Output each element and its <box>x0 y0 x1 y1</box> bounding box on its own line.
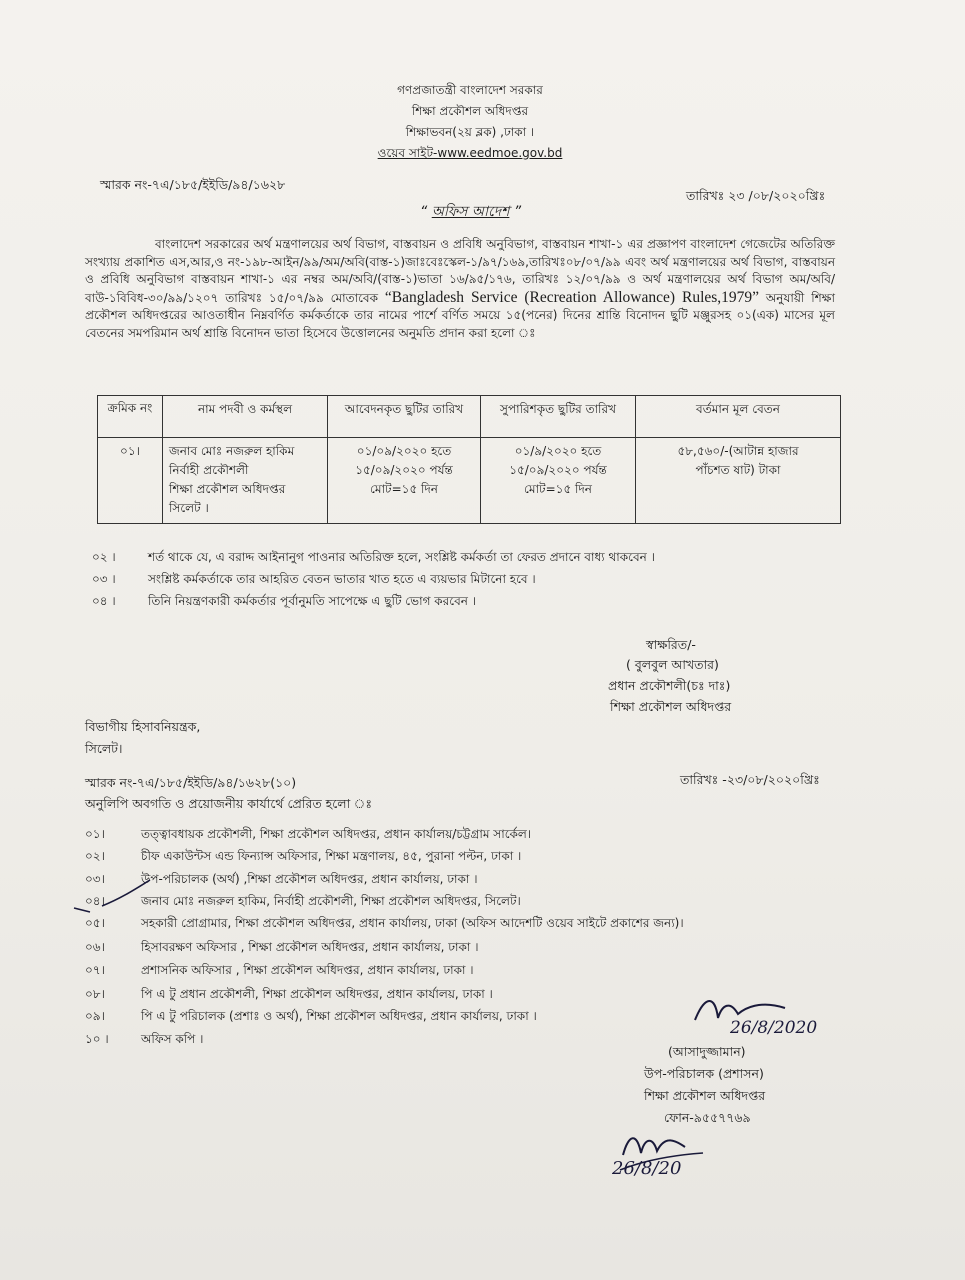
body-part2: অনুযায়ী শিক্ষা প্রকৌশল অধিদপ্তরের আওতাধীন নিম্নবর্ণিত কর্মকর্তাকে তার নামের পার্শে বর্ণিত সময়ে ১৫(পনের) দিনের শ্রান্তি বিনোদন ছুটি মঞ্জুরসহ ০১(এক) মাসের মূল বেতনের সমপরিমান অর্থ শ্রান্তি বিনোদন ভাতা হিসেবে উত্তোলনের অনুমতি প্রদান করা হলো ঃ <box>85 290 835 340</box>
list-item: ০২। চীফ একাউন্টস এন্ড ফিন্যান্স অফিসার, শিক্ষা মন্ত্রণালয়, ৪৫, পুরানা পল্টন, ঢাকা । <box>85 849 522 863</box>
office-name: শিক্ষা প্রকৌশল অধিদপ্তর <box>411 104 529 118</box>
recipient-title: বিভাগীয় হিসাবনিয়ন্ত্রক, <box>85 719 201 734</box>
signatory2-name: (আসাদুজ্জামান) <box>668 1044 746 1059</box>
col-salary: বর্তমান মূল বেতন <box>636 396 841 438</box>
col-applied: আবেদনকৃত ছুটির তারিখ <box>328 396 481 438</box>
col-serial: ক্রমিক নং <box>98 396 163 438</box>
list-item: ০৮। পি এ টু প্রধান প্রকৌশলী, শিক্ষা প্রকৌশল অধিদপ্তর, প্রধান কার্যালয়, ঢাকা । <box>85 987 493 1001</box>
title-text: অফিস আদেশ <box>431 204 510 220</box>
leave-table <box>97 395 841 524</box>
signed-label: স্বাক্ষরিত/- <box>646 637 696 652</box>
handwritten-tick-mark <box>72 878 152 918</box>
letterhead <box>320 80 620 164</box>
cell-name: জনাব মোঃ নজরুল হাকিম নির্বাহী প্রকৌশলী শিক্ষা প্রকৌশল অধিদপ্তর সিলেট । <box>163 438 328 524</box>
condition-item: ০২ । শর্ত থাকে যে, এ বরাদ্দ আইনানুগ পাওনার অতিরিক্ত হলে, সংশ্লিষ্ট কর্মকর্তা তা ফেরত প্রদানে বাধ্য থাকবেন । <box>92 550 655 564</box>
list-item: ০১। তত্ত্বাবধায়ক প্রকৌশলী, শিক্ষা প্রকৌশল অধিদপ্তর, প্রধান কার্যালয়/চট্টগ্রাম সার্কেল। <box>85 827 532 841</box>
list-item: ০৫। সহকারী প্রোগ্রামার, শিক্ষা প্রকৌশল অধিদপ্তর, প্রধান কার্যালয়, ঢাকা (অফিস আদেশটি ওয়েব সাইটে প্রকাশের জন্য)। <box>85 916 684 930</box>
handwritten-footer-date: 26/8/20 <box>612 1158 682 1179</box>
list-item: ১০ । অফিস কপি । <box>85 1032 204 1046</box>
list-item: ০৯। পি এ টু পরিচালক (প্রশাঃ ও অর্থ), শিক্ষা প্রকৌশল অধিদপ্তর, প্রধান কার্যালয়, ঢাকা । <box>85 1009 537 1023</box>
list-item: ০৬। হিসাবরক্ষণ অফিসার , শিক্ষা প্রকৌশল অধিদপ্তর, প্রধান কার্যালয়, ঢাকা । <box>85 940 479 954</box>
office-address: শিক্ষাভবন(২য় ব্লক) ,ঢাকা । <box>405 125 535 139</box>
cell-recommended: ০১/৯/২০২০ হতে ১৫/০৯/২০২০ পর্যন্ত মোট=১৫ দিন <box>481 438 636 524</box>
memo-date: তারিখঃ ২৩ /০৮/২০২০খ্রিঃ <box>686 188 826 203</box>
col-name: নাম পদবী ও কর্মস্থল <box>163 396 328 438</box>
list-item: ০৭। প্রশাসনিক অফিসার , শিক্ষা প্রকৌশল অধিদপ্তর, প্রধান কার্যালয়, ঢাকা । <box>85 963 474 977</box>
signatory-designation: প্রধান প্রকৌশলী(চঃ দাঃ) <box>608 678 731 693</box>
copy-intro: অনুলিপি অবগতি ও প্রয়োজনীয় কার্যার্থে প্রেরিত হলো ঃ <box>85 796 373 811</box>
cell-serial: ০১। <box>98 438 163 524</box>
list-item: ০৪। জনাব মোঃ নজরুল হাকিম, নির্বাহী প্রকৌশলী, শিক্ষা প্রকৌশল অধিদপ্তর, সিলেট। <box>85 894 521 908</box>
condition-item: ০৪ । তিনি নিয়ন্ত্রণকারী কর্মকর্তার পূর্বানুমতি সাপেক্ষে এ ছুটি ভোগ করবেন । <box>92 594 477 608</box>
cell-salary: ৫৮,৫৬০/-(আটান্ন হাজার পাঁচশত ষাট) টাকা <box>636 438 841 524</box>
condition-item: ০৩ । সংশ্লিষ্ট কর্মকর্তাকে তার আহরিত বেতন ভাতার খাত হতে এ ব্যয়ভার মিটানো হবে । <box>92 572 536 586</box>
table-header-row <box>98 396 841 438</box>
handwritten-date: 26/8/2020 <box>730 1018 818 1038</box>
memo2-date: তারিখঃ -২৩/০৮/২০২০খ্রিঃ <box>680 772 820 787</box>
recipient-city: সিলেট। <box>85 741 123 756</box>
memo-ref: স্মারক নং-৭এ/১৮৫/ইইডি/৯৪/১৬২৮ <box>100 177 286 192</box>
rules-title: “Bangladesh Service (Recreation Allowance) Rules,1979” <box>384 288 760 306</box>
govt-name: গণপ্রজাতন্ত্রী বাংলাদেশ সরকার <box>397 83 543 97</box>
table-row <box>98 438 841 524</box>
order-body <box>85 236 835 343</box>
list-item: ০৩। উপ-পরিচালক (অর্থ) ,শিক্ষা প্রকৌশল অধিদপ্তর, প্রধান কার্যালয়, ঢাকা । <box>85 872 478 886</box>
signatory2-designation: উপ-পরিচালক (প্রশাসন) <box>644 1066 764 1081</box>
body-part1: বাংলাদেশ সরকারের অর্থ মন্ত্রণালয়ের অর্থ বিভাগ, বাস্তবায়ন ও প্রবিধি অনুবিভাগ, বাস্তবায়ন শাখা-১ এর প্রজ্ঞাপণ বাংলাদেশ গেজেটের অতিরিক্ত সংখ্যায় প্রকাশিত এস,আর,ও নং-১৯৮-আইন/৯৯/অম/অবি(বাস্ত-১)জাঃবেঃস্কেল-১/৯৭/১৬৯,তারিখঃ০৮/০৭/৯৯ এবং অর্থ মন্ত্রণালয়ের অর্থ বিভাগ, বাস্তবায়ন ও প্রবিধি অনুবিভাগ বাস্তবায়ন শাখা-১ এর নম্বর অম/অবি/(বাস্ত-১)ভাতা ১৬/৯৫/১৭৬, তারিখঃ ১২/০৭/৯৯ ও অর্থ মন্ত্রণালয়ের অর্থ বিভাগ অম/অবি/বাউ-১বিবিধ-৩০/৯৯/১২০৭ তারিখঃ ১৫/০৭/৯৯ মোতাবেক <box>85 237 835 305</box>
signatory2-phone: ফোন-৯৫৫৭৭৬৯ <box>664 1110 751 1125</box>
website-link[interactable]: ওয়েব সাইট-www.eedmoe.gov.bd <box>377 146 563 160</box>
memo2-ref: স্মারক নং-৭এ/১৮৫/ইইডি/৯৪/১৬২৮(১০) <box>85 775 297 790</box>
col-recommended: সুপারিশকৃত ছুটির তারিখ <box>481 396 636 438</box>
signatory-office: শিক্ষা প্রকৌশল অধিদপ্তর <box>610 699 732 714</box>
office-order-title: “ অফিস আদেশ ” <box>420 204 522 220</box>
signatory2-office: শিক্ষা প্রকৌশল অধিদপ্তর <box>644 1088 766 1103</box>
cell-applied: ০১/০৯/২০২০ হতে ১৫/০৯/২০২০ পর্যন্ত মোট=১৫ দিন <box>328 438 481 524</box>
signatory-name: ( বুলবুল আখতার) <box>626 657 719 672</box>
